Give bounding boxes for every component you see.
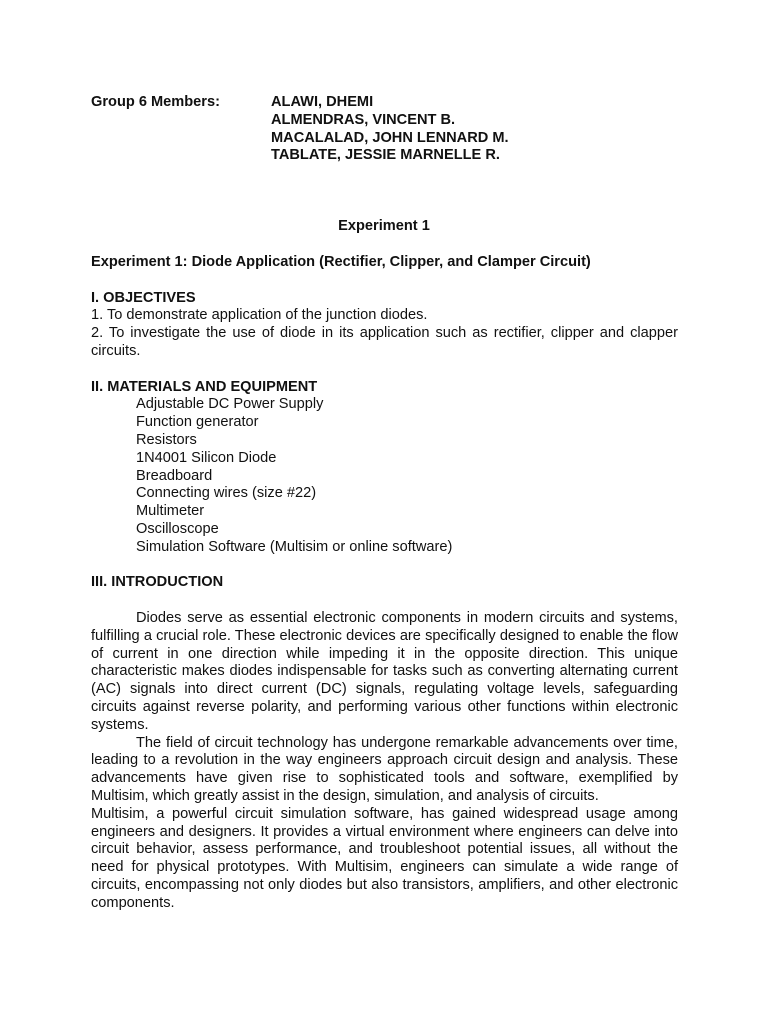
member-name: ALAWI, DHEMI bbox=[271, 94, 374, 110]
member-name: MACALALAD, JOHN LENNARD M. bbox=[271, 129, 509, 146]
material-item: Resistors bbox=[136, 431, 197, 448]
material-item: Breadboard bbox=[136, 467, 213, 484]
objectives-heading: I. OBJECTIVES bbox=[91, 289, 196, 306]
intro-paragraph: Diodes serve as essential electronic components in modern circuits and systems, fulfilling a crucial role. These electronic devices are specifically designed to enable the flow of current in one direction while impeding it in the opposite direction. This unique characteristic makes diodes indispensable for tasks such as converting alternating current (AC) signals into direct current (DC) signals, regulating voltage levels, safeguarding circuits against reverse polarity, and performing various other functions within electronic systems. bbox=[91, 609, 678, 733]
member-name: ALMENDRAS, VINCENT B. bbox=[271, 111, 456, 128]
document-body bbox=[91, 254, 678, 912]
material-item: 1N4001 Silicon Diode bbox=[136, 449, 277, 466]
experiment-title: Experiment 1: Diode Application (Rectifier, Clipper, and Clamper Circuit) bbox=[91, 254, 591, 270]
materials-list bbox=[91, 396, 678, 556]
experiment-heading: Experiment 1 bbox=[338, 218, 430, 234]
material-item: Function generator bbox=[136, 414, 259, 431]
material-item: Adjustable DC Power Supply bbox=[136, 396, 324, 413]
objective-item: 1. To demonstrate application of the junction diodes. bbox=[91, 307, 428, 324]
introduction-heading: III. INTRODUCTION bbox=[91, 574, 224, 591]
intro-paragraph: The field of circuit technology has undergone remarkable advancements over time, leading to a revolution in the way engineers approach circuit design and analysis. These advancements have given rise to sophisticated tools and software, exemplified by Multisim, which greatly assist in the design, simulation, and analysis of circuits. bbox=[91, 734, 678, 804]
materials-heading: II. MATERIALS AND EQUIPMENT bbox=[91, 378, 318, 395]
member-list bbox=[271, 94, 509, 165]
objective-item: 2. To investigate the use of diode in its application such as rectifier, clipper and clapper circuits. bbox=[91, 325, 678, 359]
intro-paragraph: Multisim, a powerful circuit simulation software, has gained widespread usage among engineers and designers. It provides a virtual environment where engineers can delve into circuit behavior, assess performance, and troubleshoot potential issues, all without the need for physical prototypes. With Multisim, engineers can simulate a wide range of circuits, encompassing not only diodes but also transistors, amplifiers, and other electronic components. bbox=[91, 805, 678, 911]
member-name: TABLATE, JESSIE MARNELLE R. bbox=[271, 147, 500, 164]
material-item: Oscilloscope bbox=[136, 520, 219, 537]
material-item: Connecting wires (size #22) bbox=[136, 485, 317, 502]
group-label: Group 6 Members: bbox=[91, 94, 220, 110]
material-item: Simulation Software (Multisim or online software) bbox=[136, 538, 453, 555]
material-item: Multimeter bbox=[136, 503, 205, 520]
